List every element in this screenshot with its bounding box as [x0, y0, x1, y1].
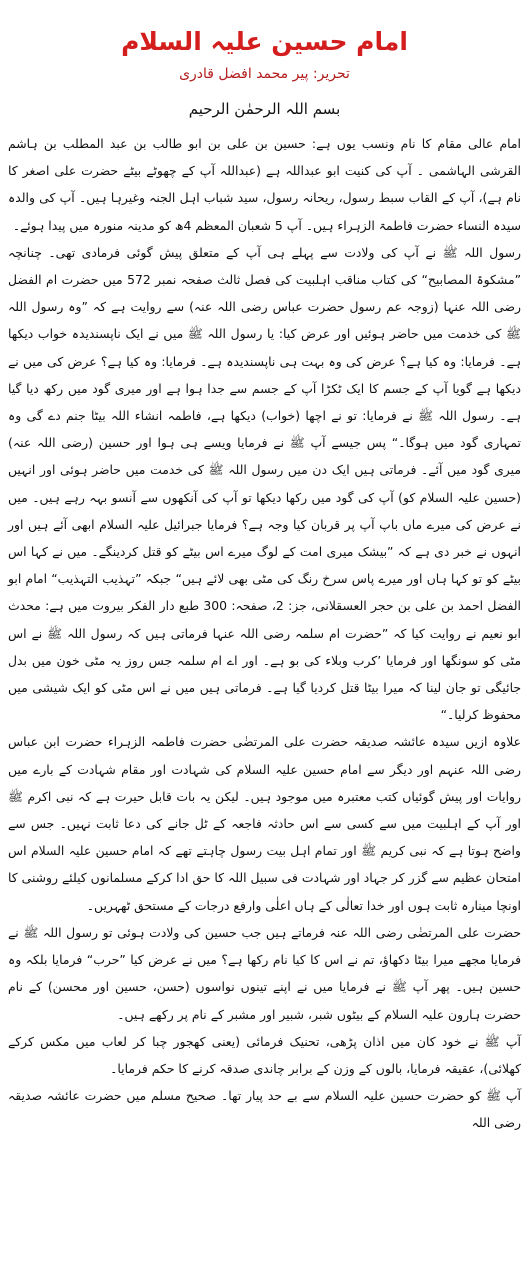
paragraph-adhan: آپ ﷺ نے خود کان میں اذان پڑھی، تحنیک فرمائی (یعنی کھجور چبا کر لعاب میں مکس کرکے کھلائی)، عقیقہ فرمایا، بالوں کے وزن کے برابر چاندی صدقہ کرنے کا حکم فرمایا۔	[8, 1033, 521, 1076]
paragraph-love: آپ ﷺ کو حضرت حسین علیہ السلام سے بے حد پیار تھا۔ صحیح مسلم میں حضرت عائشہ صدیقہ رضی اللہ	[8, 1088, 521, 1131]
paragraph-prophecy: رسول اللہ ﷺ نے آپ کی ولادت سے پہلے ہی آپ کے متعلق پیش گوئی فرمادی تھی۔ چنانچہ ”مشکوۃ المصابیح“ کی کتاب مناقب اہلبیت کی فصل ثالث صفحہ نمبر 572 میں حضرت ام الفضل رضی اللہ عنہا (زوجہ عم رسول حضرت عباس رضی اللہ عنہ) سے روایت ہے کہ ”وہ رسول اللہ ﷺ کی خدمت میں حاضر ہوئیں اور عرض کیا: یا رسول اللہ ﷺ میں نے ایک ناپسندیدہ خواب دیکھا ہے۔ فرمایا: وہ کیا ہے؟ عرض کی وہ بہت ہی ناپسندیدہ ہے۔ فرمایا: وہ کیا ہے؟ عرض کی میں نے دیکھا ہے گویا آپ کے جسم کا ایک ٹکڑا آپ کے جسم سے جدا ہوا ہے اور میری گود میں رکھ دیا گیا ہے۔ رسول اللہ ﷺ نے فرمایا: تو نے اچھا (خواب) دیکھا ہے، فاطمہ انشاء اللہ بیٹا جنم دے گی وہ تمہاری گود میں ہوگا۔“ پس جیسے آپ ﷺ نے فرمایا ویسے ہی ہوا اور حسین (رضی اللہ عنہ) میری گود میں آئے۔ فرماتی ہیں ایک دن میں رسول اللہ ﷺ کی خدمت میں حاضر ہوئی اور انہیں (حسین علیہ السلام کو) آپ کی گود میں رکھا دیکھا تو آپ کی آنکھوں سے آنسو بہہ رہے ہیں۔ میں نے عرض کی میرے ماں باپ آپ پر قربان کیا وجہ ہے؟ فرمایا جبرائیل علیہ السلام ابھی آئے ہیں اور انہوں نے خبر دی ہے کہ ”بیشک میری امت کے لوگ میرے اس بیٹے کو قتل کردینگے۔ میں نے کہا اس بیٹے کو تو کہا ہاں اور میرے پاس سرخ رنگ کی مٹی بھی لائے ہیں“ جبکہ ”تہذیب التہذیب“ امام ابو الفضل احمد بن علی بن حجر العسقلانی، جز: 2، صفحہ: 300 طبع دار الفکر بیروت میں ہے: محدث ابو نعیم نے روایت کیا کہ ”حضرت ام سلمہ رضی اللہ عنہا فرماتی ہیں کہ رسول اللہ ﷺ نے اس مٹی کو سونگھا اور فرمایا ’کرب وبلاء کی بو ہے۔ اور اے ام سلمہ جس روز یہ مٹی خون میں بدل جائیگی تو جان لینا کہ میرا بیٹا قتل کردیا گیا ہے۔ فرماتی ہیں میں نے اس مٹی کو ایک شیشی میں محفوظ کرلیا۔“	[8, 244, 521, 723]
author-byline: تحریر: پیر محمد افضل قادری	[179, 66, 350, 82]
article-body	[8, 130, 521, 1137]
paragraph-lineage: امام عالی مقام کا نام ونسب یوں ہے: حسین بن علی بن ابو طالب بن عبد المطلب بن ہاشم القرشی الہاشمی ۔ آپ کی کنیت ابو عبداللہ ہے (عبداللہ آپ کے چھوٹے بیٹے حضرت علی اصغر کا نام ہے)، آپ کے القاب سبط رسول، ریحانہ رسول، سید شباب اہل الجنہ وغیرہا ہیں۔ آپ کی والدہ سیدہ النساء حضرت فاطمۃ الزہراء ہیں۔ آپ 5 شعبان المعظم 4ھ کو مدینہ منورہ میں پیدا ہوئے۔	[8, 136, 521, 233]
paragraph-narrations: علاوہ ازیں سیدہ عائشہ صدیقہ حضرت علی المرتضٰی حضرت فاطمہ الزہراء حضرت ابن عباس رضی اللہ عنہم اور دیگر سے امام حسین علیہ السلام کی شہادت اور مقام شہادت کے بارے میں روایات اور پیش گوئیاں کتب معتبرہ میں موجود ہیں۔ لیکن یہ بات قابل حیرت ہے کہ نبی اکرم ﷺ اور آپ کے اہلبیت میں سے کسی سے اس حادثہ فاجعہ کے ٹل جانے کی دعا ثابت نہیں۔ جس سے واضح ہوتا ہے کہ نبی کریم ﷺ اور تمام اہل بیت رسول چاہتے تھے کہ امام حسین علیہ السلام اس امتحان عظیم سے گزر کر جہاد اور شہادت فی سبیل اللہ کا حق ادا کرکے مسلمانوں کیلئے روشنی کا اونچا مینارہ ثابت ہوں اور خدا تعالٰی کے ہاں اعلٰی وارفع درجات کے مستحق ٹھہریں۔	[8, 734, 521, 913]
article-title: امام حسین علیہ السلام	[121, 27, 408, 56]
article-page	[0, 22, 529, 1280]
bismillah-line: بسم اللہ الرحمٰن الرحیم	[188, 100, 341, 118]
paragraph-naming: حضرت علی المرتضٰی رضی اللہ عنہ فرماتے ہیں جب حسین کی ولادت ہوئی تو رسول اللہ ﷺ نے فرمایا مجھے میرا بیٹا دکھاؤ، تم نے اس کا کیا نام رکھا ہے؟ میں نے عرض کیا ”حرب“ فرمایا بلکہ وہ حسین ہیں۔ پھر آپ ﷺ نے فرمایا میں نے اپنے تینوں نواسوں (حسن، حسین اور محسن) کے نام حضرت ہارون علیہ السلام کے بیٹوں شبر، شبیر اور مشبر کے نام پر رکھے ہیں۔	[8, 924, 521, 1022]
